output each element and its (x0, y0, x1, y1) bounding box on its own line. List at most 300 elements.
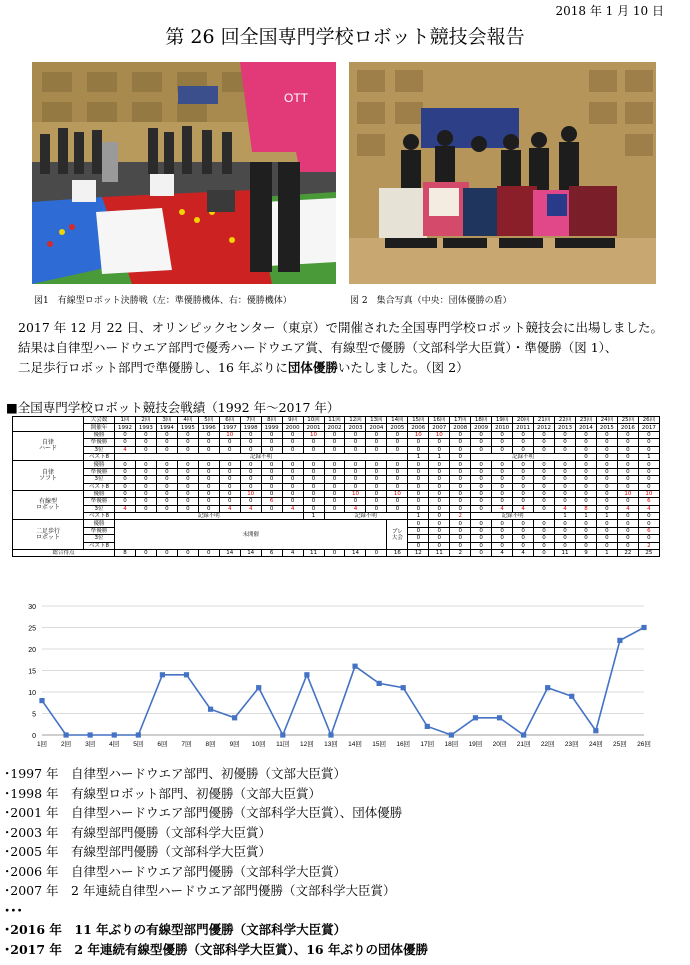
table-cell: 0 (429, 535, 450, 542)
data-point (136, 732, 141, 737)
table-cell: 0 (596, 468, 617, 475)
data-point (160, 672, 165, 677)
table-cell: 0 (282, 439, 303, 446)
x-tick-label: 4回 (109, 741, 120, 748)
table-header-year: 2001 (303, 424, 324, 431)
table-cell: 0 (345, 446, 366, 453)
table-header-year: 2014 (575, 424, 596, 431)
table-header-year: 2000 (282, 424, 303, 431)
table-cell: 0 (513, 461, 534, 468)
table-cell: 0 (492, 498, 513, 505)
table-corner (13, 417, 84, 432)
table-cell: 0 (450, 520, 471, 527)
table-total-cell: 6 (261, 550, 282, 557)
table-total-cell: 4 (513, 550, 534, 557)
table-cell: 10 (638, 490, 659, 497)
table-cell: 0 (115, 461, 136, 468)
table-pre-tournament: プレ 大会 (387, 520, 408, 550)
table-header-round: 20回 (513, 417, 534, 424)
x-tick-label: 14回 (348, 741, 362, 748)
table-cell: 0 (429, 490, 450, 497)
table-cell: 4 (617, 505, 638, 512)
table-cell: 0 (513, 431, 534, 438)
table-cell: 0 (387, 476, 408, 483)
table-cell: 0 (617, 498, 638, 505)
table-header-year: 2011 (513, 424, 534, 431)
table-cell: 1 (555, 513, 576, 520)
table-header-year: 2008 (450, 424, 471, 431)
table-cell: 0 (261, 439, 282, 446)
table-row (13, 550, 660, 557)
table-cell: 0 (324, 490, 345, 497)
table-cell: 0 (534, 483, 555, 490)
table-row (13, 461, 660, 468)
series-line (42, 628, 644, 736)
table-cell: 0 (261, 446, 282, 453)
table-cell: 0 (198, 505, 219, 512)
table-cell: 0 (534, 498, 555, 505)
table-cell: 0 (408, 446, 429, 453)
table-cell: 0 (324, 439, 345, 446)
table-cell: 0 (429, 446, 450, 453)
table-cell: 0 (555, 483, 576, 490)
table-cell: 0 (492, 527, 513, 534)
table-cell: 0 (177, 505, 198, 512)
table-cell: 0 (408, 535, 429, 542)
table-category: 有線型 ロボット (13, 490, 84, 520)
table-header-round: 18回 (471, 417, 492, 424)
achievement-item: ･2006 年 自律型ハードウエア部門優勝（文部科学大臣賞） (4, 863, 347, 879)
x-tick-label: 2回 (61, 741, 72, 748)
table-cell: 0 (513, 498, 534, 505)
table-cell: 0 (408, 520, 429, 527)
table-cell: 0 (429, 483, 450, 490)
table-cell: 0 (366, 446, 387, 453)
table-cell: 0 (219, 446, 240, 453)
table-cell: 0 (471, 490, 492, 497)
y-tick-label: 20 (28, 647, 36, 654)
table-cell: 0 (324, 476, 345, 483)
table-cell: 0 (282, 461, 303, 468)
data-point (617, 638, 622, 643)
table-cell: 0 (555, 446, 576, 453)
table-cell: 0 (617, 527, 638, 534)
table-cell: 0 (596, 431, 617, 438)
table-total-cell: 0 (534, 550, 555, 557)
table-cell: 0 (408, 468, 429, 475)
table-cell: 0 (534, 535, 555, 542)
table-cell: 0 (303, 498, 324, 505)
table-cell: 0 (177, 483, 198, 490)
table-cell: 0 (429, 513, 450, 520)
x-tick-label: 26回 (637, 741, 651, 748)
table-cell: 0 (638, 431, 659, 438)
table-header-round: 9回 (282, 417, 303, 424)
table-cell: 0 (408, 461, 429, 468)
table-cell: 0 (596, 439, 617, 446)
table-cell: 0 (429, 498, 450, 505)
table-cell: 0 (387, 483, 408, 490)
table-cell: 1 (303, 513, 324, 520)
table-total-cell: 11 (303, 550, 324, 557)
table-cell: 4 (492, 505, 513, 512)
y-tick-label: 25 (28, 625, 36, 633)
table-cell: 0 (638, 520, 659, 527)
table-category: 自律 ソフト (13, 461, 84, 491)
table-cell: 0 (638, 476, 659, 483)
table-cell: 0 (596, 505, 617, 512)
x-tick-label: 8回 (205, 741, 216, 748)
table-cell: 0 (617, 542, 638, 549)
table-total-cell: 1 (596, 550, 617, 557)
data-point (641, 625, 646, 630)
table-cell: 0 (596, 490, 617, 497)
table-cell: 0 (471, 476, 492, 483)
table-cell: 0 (177, 490, 198, 497)
table-cell: 6 (638, 527, 659, 534)
x-tick-label: 18回 (444, 741, 459, 748)
table-cell: 0 (303, 483, 324, 490)
table-cell: 0 (575, 468, 596, 475)
table-header-round: 21回 (534, 417, 555, 424)
table-header-round: 12回 (345, 417, 366, 424)
table-cell: 0 (387, 498, 408, 505)
table-cell: 0 (450, 527, 471, 534)
x-tick-label: 6回 (157, 741, 168, 748)
table-header-round: 大会数 (84, 417, 115, 424)
table-cell: 0 (408, 542, 429, 549)
table-cell: 0 (555, 476, 576, 483)
table-header-year: 1995 (177, 424, 198, 431)
results-table (12, 416, 660, 557)
table-cell: 0 (534, 439, 555, 446)
table-cell: 0 (261, 431, 282, 438)
table-total-cell: 16 (387, 550, 408, 557)
table-cell: 0 (366, 483, 387, 490)
table-cell: 0 (345, 439, 366, 446)
data-point (352, 664, 357, 669)
table-cell: 0 (198, 439, 219, 446)
table-cell: 0 (240, 461, 261, 468)
table-cell: 0 (575, 498, 596, 505)
table-cell: 0 (324, 431, 345, 438)
table-row (13, 483, 660, 490)
table-cell: 0 (534, 446, 555, 453)
table-cell: 0 (282, 490, 303, 497)
x-tick-label: 7回 (181, 741, 192, 748)
table-total-cell: 0 (198, 550, 219, 557)
table-cell: 0 (408, 483, 429, 490)
achievement-item: ･2016 年 11 年ぶりの有線型部門優勝（文部科学大臣賞） (4, 922, 347, 937)
table-cell: 0 (156, 505, 177, 512)
table-cell: 0 (366, 439, 387, 446)
table-cell: 0 (534, 520, 555, 527)
x-tick-label: 15回 (372, 741, 386, 748)
table-cell: 0 (617, 431, 638, 438)
table-cell: 0 (408, 505, 429, 512)
achievement-item: ･2005 年 有線型部門優勝（文部科学大臣賞） (4, 844, 272, 859)
table-total-cell: 0 (177, 550, 198, 557)
table-header-round: 3回 (156, 417, 177, 424)
table-header-round: 2回 (135, 417, 156, 424)
table-total-cell: 14 (240, 550, 261, 557)
table-cell: 0 (596, 498, 617, 505)
table-cell: 0 (324, 498, 345, 505)
data-point (593, 728, 598, 733)
table-cell: 10 (219, 431, 240, 438)
table-cell: 0 (156, 439, 177, 446)
table-header-round: 7回 (240, 417, 261, 424)
table-row-label: 3位 (84, 535, 115, 542)
table-cell: 0 (198, 483, 219, 490)
data-point (232, 715, 237, 720)
table-cell: 0 (534, 468, 555, 475)
table-header-year: 2007 (429, 424, 450, 431)
table-row-label: 3位 (84, 446, 115, 453)
table-total-cell: 8 (115, 550, 136, 557)
table-cell: 0 (450, 461, 471, 468)
table-cell: 0 (513, 527, 534, 534)
x-tick-label: 1回 (36, 741, 48, 748)
table-cell: 0 (366, 498, 387, 505)
table-cell: 0 (638, 439, 659, 446)
table-header-year: 2004 (366, 424, 387, 431)
table-cell: 1 (575, 513, 596, 520)
data-point (401, 685, 406, 690)
table-cell: 0 (471, 498, 492, 505)
x-tick-label: 19回 (468, 741, 483, 748)
table-cell: 0 (555, 527, 576, 534)
table-header-year: 1999 (261, 424, 282, 431)
table-cell: 10 (429, 431, 450, 438)
table-cell: 0 (135, 431, 156, 438)
table-header-round: 5回 (198, 417, 219, 424)
body-text: いたしました。（図 2） (337, 360, 469, 375)
table-total-cell: 11 (429, 550, 450, 557)
table-cell: 0 (261, 505, 282, 512)
y-tick-label: 5 (32, 711, 36, 719)
table-header-round: 17回 (450, 417, 471, 424)
photo-robot-final (32, 62, 336, 284)
table-cell: 0 (387, 461, 408, 468)
table-cell: 0 (156, 476, 177, 483)
table-cell: 0 (513, 490, 534, 497)
table-row (13, 439, 660, 446)
table-cell: 0 (555, 520, 576, 527)
table-cell: 0 (219, 490, 240, 497)
table-cell: 0 (555, 490, 576, 497)
table-cell: 10 (345, 490, 366, 497)
table-header-round: 6回 (219, 417, 240, 424)
table-cell: 0 (198, 476, 219, 483)
table-header-year: 1994 (156, 424, 177, 431)
table-not-held: 未開催 (115, 520, 387, 550)
table-cell: 0 (617, 476, 638, 483)
table-header-year: 2012 (534, 424, 555, 431)
table-cell: 0 (575, 476, 596, 483)
table-cell: 0 (282, 431, 303, 438)
table-cell: 0 (156, 468, 177, 475)
body-line (18, 358, 686, 378)
table-cell: 0 (240, 498, 261, 505)
photo-group (349, 62, 656, 284)
table-cell: 0 (513, 542, 534, 549)
table-cell: 0 (450, 446, 471, 453)
table-cell: 0 (115, 439, 136, 446)
table-cell: 0 (617, 483, 638, 490)
table-cell: 0 (408, 498, 429, 505)
table-cell: 0 (282, 483, 303, 490)
table-cell: 0 (240, 431, 261, 438)
score-line-chart (12, 598, 657, 753)
table-cell: 0 (555, 535, 576, 542)
x-tick-label: 23回 (564, 741, 579, 748)
x-tick-label: 10回 (251, 741, 266, 748)
table-header-round: 10回 (303, 417, 324, 424)
table-row-label: ベスト8 (84, 483, 115, 490)
section-title: ■全国専門学校ロボット競技会戦績（1992 年～2017 年） (6, 400, 340, 415)
achievement-item: ･1997 年 自律型ハードウエア部門、初優勝（文部大臣賞） (4, 766, 347, 781)
x-tick-label: 16回 (396, 741, 411, 748)
table-cell: 0 (219, 498, 240, 505)
report-body (18, 318, 686, 378)
x-tick-label: 3回 (85, 741, 96, 748)
table-cell: 0 (156, 461, 177, 468)
table-cell: 0 (387, 439, 408, 446)
table-cell: 4 (115, 505, 136, 512)
table-cell: 0 (240, 468, 261, 475)
achievement-item: ･2017 年 2 年連続有線型優勝（文部科学大臣賞）、16 年ぶりの団体優勝 (4, 941, 428, 957)
table-cell: 0 (324, 505, 345, 512)
table-cell: 0 (177, 461, 198, 468)
table-cell: 0 (408, 490, 429, 497)
table-cell: 0 (596, 520, 617, 527)
table-cell: 0 (596, 527, 617, 534)
table-cell: 1 (596, 513, 617, 520)
table-header-year: 2005 (387, 424, 408, 431)
data-point (208, 707, 213, 712)
table-cell: 0 (408, 476, 429, 483)
table-cell: 0 (303, 476, 324, 483)
report-date: 2018 年 1 月 10 日 (555, 4, 664, 18)
table-cell: 0 (513, 439, 534, 446)
table-cell: 0 (261, 476, 282, 483)
table-cell: 0 (240, 483, 261, 490)
table-cell: 0 (596, 446, 617, 453)
achievement-item: ･2007 年 2 年連続自律型ハードウエア部門優勝（文部科学大臣賞） (4, 883, 396, 898)
table-row-label: 優勝 (84, 520, 115, 527)
table-row (13, 431, 660, 438)
table-cell: 0 (219, 483, 240, 490)
table-cell: 0 (366, 461, 387, 468)
table-cell: 0 (115, 476, 136, 483)
table-row-label: 3位 (84, 476, 115, 483)
table-cell: 0 (492, 542, 513, 549)
table-cell: 0 (198, 490, 219, 497)
table-cell: 0 (135, 446, 156, 453)
table-cell: 1 (408, 453, 429, 460)
report-title: 第 26 回全国専門学校ロボット競技会報告 (165, 26, 525, 48)
table-cell: 0 (492, 535, 513, 542)
table-cell: 0 (156, 490, 177, 497)
table-cell: 0 (471, 542, 492, 549)
table-row (13, 468, 660, 475)
table-cell: 0 (575, 461, 596, 468)
table-cell: 0 (115, 431, 136, 438)
x-tick-label: 11回 (276, 741, 290, 748)
table-header-round: 14回 (387, 417, 408, 424)
table-cell: 0 (617, 520, 638, 527)
x-tick-label: 5回 (133, 741, 144, 748)
table-cell: 0 (555, 542, 576, 549)
table-no-record: 記録不明 (324, 513, 408, 520)
table-header-round: 25回 (617, 417, 638, 424)
table-cell: 0 (617, 446, 638, 453)
data-point (63, 732, 68, 737)
table-total-label: 総合得点 (13, 550, 115, 557)
table-cell: 0 (534, 505, 555, 512)
table-cell: 0 (345, 498, 366, 505)
table-cell: 0 (575, 490, 596, 497)
data-point (521, 732, 526, 737)
table-cell: 0 (219, 461, 240, 468)
table-cell: 0 (575, 527, 596, 534)
achievement-item: ･2001 年 自律型ハードウエア部門優勝（文部科学大臣賞）、団体優勝 (4, 805, 403, 820)
table-cell: 0 (471, 505, 492, 512)
table-cell: 0 (219, 476, 240, 483)
table-cell: 0 (135, 490, 156, 497)
table-cell: 10 (303, 431, 324, 438)
table-cell: 0 (324, 483, 345, 490)
table-cell: 0 (534, 542, 555, 549)
table-row-label: 優勝 (84, 490, 115, 497)
table-cell: 0 (471, 483, 492, 490)
table-cell: 0 (135, 476, 156, 483)
table-cell: 0 (575, 431, 596, 438)
table-header-round: 24回 (596, 417, 617, 424)
table-cell: 0 (135, 498, 156, 505)
table-cell: 0 (387, 468, 408, 475)
table-cell: 0 (387, 505, 408, 512)
table-header-round: 11回 (324, 417, 345, 424)
table-row-label: ベスト8 (84, 542, 115, 549)
table-total-cell: 0 (135, 550, 156, 557)
table-cell: 0 (198, 446, 219, 453)
table-cell: 0 (366, 505, 387, 512)
table-row-label: 優勝 (84, 431, 115, 438)
table-cell: 4 (282, 505, 303, 512)
shirt-lettering: OTT (284, 91, 308, 105)
achievements-list (4, 764, 428, 959)
table-cell: 0 (471, 527, 492, 534)
table-header-year: 1993 (135, 424, 156, 431)
data-point (545, 685, 550, 690)
figure2-caption: 図 2 集合写真（中央：団体優勝の盾） (350, 296, 512, 306)
data-point (39, 698, 44, 703)
table-cell: 0 (638, 446, 659, 453)
table-cell: 0 (429, 542, 450, 549)
table-cell: 0 (596, 535, 617, 542)
table-cell: 0 (638, 513, 659, 520)
table-header-year: 1997 (219, 424, 240, 431)
table-no-record: 記録不明 (471, 513, 555, 520)
table-cell: 0 (303, 446, 324, 453)
body-line: 2017 年 12 月 22 日、オリンピックセンター（東京）で開催された全国専門学校ロボット競技会に出場しました。 (18, 320, 663, 335)
table-total-cell: 2 (450, 550, 471, 557)
table-total-cell: 9 (575, 550, 596, 557)
table-row-label: 優勝 (84, 461, 115, 468)
table-cell: 0 (575, 535, 596, 542)
